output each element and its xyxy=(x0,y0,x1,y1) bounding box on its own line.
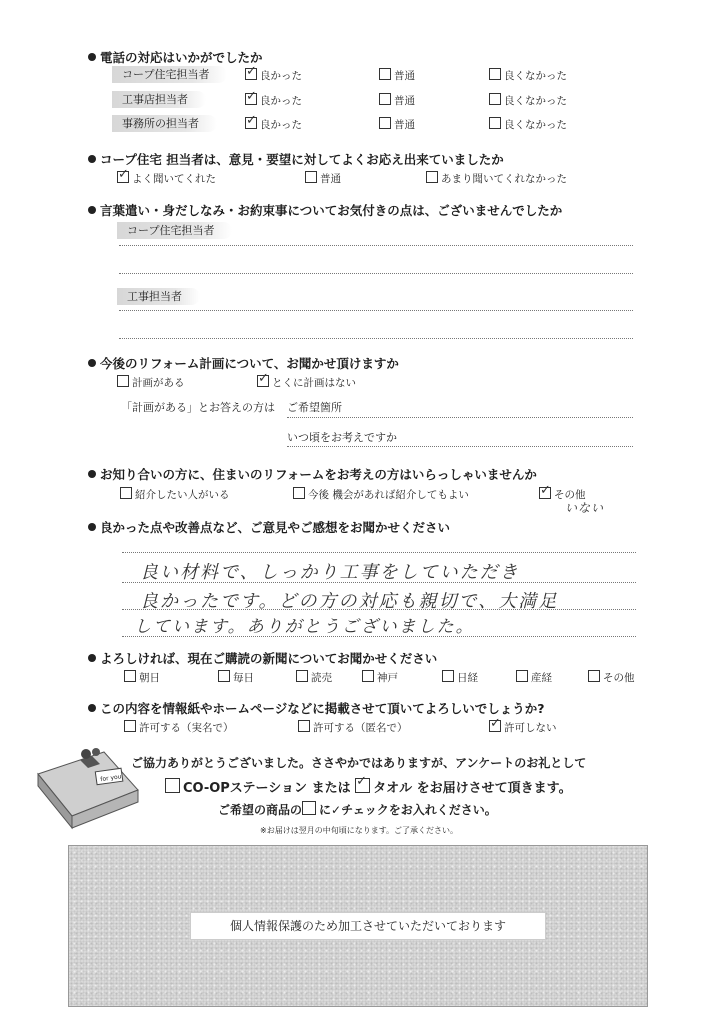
checkbox-icon[interactable] xyxy=(379,117,391,129)
q6-handwritten-line3: しています。ありがとうございました。 xyxy=(134,617,475,637)
footer-line3a: ご希望の商品の xyxy=(218,803,303,817)
q1-row3-label: 事務所の担当者 xyxy=(112,115,217,132)
q3-label-koji: 工事担当者 xyxy=(117,288,200,305)
opt-label: 神戸 xyxy=(377,672,398,684)
q5-opt2[interactable] xyxy=(293,487,469,502)
q8-title-text: この内容を情報紙やホームページなどに掲載させて頂いてよろしいでしょうか? xyxy=(100,701,545,716)
opt-label: 良くなかった xyxy=(504,95,567,107)
q7-opt5[interactable] xyxy=(442,670,478,685)
q3-title xyxy=(88,201,562,219)
checkbox-icon[interactable] xyxy=(379,68,391,80)
bullet-icon xyxy=(88,53,96,61)
q8-opt1[interactable] xyxy=(124,720,234,735)
opt-label: 産経 xyxy=(531,672,552,684)
q1-row2-opt2[interactable] xyxy=(379,93,415,108)
opt-label: よく聞いてくれた xyxy=(132,173,216,185)
footer-line3c: ✓チェックをお入れください。 xyxy=(331,803,497,817)
checkbox-icon[interactable] xyxy=(296,670,308,682)
opt-label: とくに計画はない xyxy=(272,377,356,389)
q1-row2-opt3[interactable] xyxy=(489,93,567,108)
q6-handwritten-line2: 良かったです。どの方の対応も親切で、大満足 xyxy=(140,591,559,612)
q4-sub-label: 「計画がある」とお答えの方は xyxy=(121,401,275,414)
q7-title xyxy=(88,649,437,667)
q3-line xyxy=(119,273,633,274)
q7-opt7[interactable] xyxy=(588,670,635,685)
checkbox-icon[interactable] xyxy=(117,375,129,387)
checkbox-icon[interactable] xyxy=(489,68,501,80)
q4-sub2: いつ頃をお考えですか xyxy=(287,431,397,444)
q1-row1-label: コープ住宅担当者 xyxy=(112,66,227,83)
opt-label: 許可する（実名で） xyxy=(139,722,234,734)
gift-tag-text: for you xyxy=(99,773,122,784)
checkbox-icon[interactable] xyxy=(218,670,230,682)
checkbox-icon[interactable] xyxy=(379,93,391,105)
q5-title xyxy=(88,465,537,483)
q1-row1-opt2[interactable] xyxy=(379,68,415,83)
opt-label: 許可する（匿名で） xyxy=(313,722,408,734)
opt-label: 普通 xyxy=(320,173,341,185)
bullet-icon xyxy=(88,523,96,531)
footer-line1: ご協力ありがとうございました。ささやかではありますが、アンケートのお礼として xyxy=(131,756,587,770)
opt-label: その他 xyxy=(603,672,635,684)
checkbox-icon[interactable] xyxy=(516,670,528,682)
q8-opt2[interactable] xyxy=(298,720,408,735)
checkbox-checked-icon[interactable] xyxy=(489,720,501,732)
checkbox-checked-icon[interactable] xyxy=(257,375,269,387)
q3-title-text: 言葉遣い・身だしなみ・お約束事についてお気付きの点は、ございませんでしたか xyxy=(100,203,563,218)
checkbox-icon[interactable] xyxy=(426,171,438,183)
opt-coop-station: CO-OPステーション xyxy=(183,781,308,796)
checkbox-checked-icon[interactable] xyxy=(245,93,257,105)
q5-opt1[interactable] xyxy=(120,487,230,502)
q7-opt4[interactable] xyxy=(362,670,398,685)
footer-tail: をお届けさせて頂きます。 xyxy=(416,781,572,796)
q5-handwritten: いない xyxy=(565,501,605,515)
checkbox-icon[interactable] xyxy=(124,720,136,732)
privacy-notice: 個人情報保護のため加工させていただいております xyxy=(190,912,546,940)
opt-label: 今後 機会があれば紹介してもよい xyxy=(308,489,469,501)
bullet-icon xyxy=(88,470,96,478)
q1-title-text: 電話の対応はいかがでしたか xyxy=(100,50,263,65)
checkbox-checked-icon[interactable] xyxy=(539,487,551,499)
q4-title-text: 今後のリフォーム計画について、お聞かせ頂けますか xyxy=(100,356,399,371)
checkbox-checked-icon[interactable] xyxy=(245,68,257,80)
opt-label: 普通 xyxy=(394,119,415,131)
bullet-icon xyxy=(88,359,96,367)
q7-opt2[interactable] xyxy=(218,670,254,685)
opt-label: 良くなかった xyxy=(504,70,567,82)
checkbox-icon[interactable] xyxy=(489,93,501,105)
checkbox-icon[interactable] xyxy=(588,670,600,682)
opt-label: 良くなかった xyxy=(504,119,567,131)
opt-label: 許可しない xyxy=(504,722,557,734)
checkbox-icon[interactable] xyxy=(293,487,305,499)
q2-title xyxy=(88,150,504,168)
q7-opt1[interactable] xyxy=(124,670,160,685)
sample-checkbox-icon xyxy=(302,801,316,815)
q2-title-text: コープ住宅 担当者は、意見・要望に対してよくお応え出来ていましたか xyxy=(100,152,504,167)
bullet-icon xyxy=(88,654,96,662)
q7-opt6[interactable] xyxy=(516,670,552,685)
q6-title xyxy=(88,518,450,536)
gift-book-icon xyxy=(34,744,144,834)
q3-line xyxy=(119,245,633,246)
q8-title xyxy=(88,699,545,717)
footer-mid: または xyxy=(311,781,351,796)
q2-opt2[interactable] xyxy=(305,171,341,186)
checkbox-icon[interactable] xyxy=(298,720,310,732)
q1-row1-opt1[interactable] xyxy=(245,68,302,83)
q4-opt1[interactable] xyxy=(117,375,185,390)
coop-station-checkbox[interactable] xyxy=(165,778,180,793)
q6-title-text: 良かった点や改善点など、ご意見やご感想をお聞かせください xyxy=(100,520,451,535)
q6-handwritten-line1: 良い材料で、しっかり工事をしていただき xyxy=(140,562,520,583)
q1-row2-label: 工事店担当者 xyxy=(112,91,206,108)
opt-label: 良かった xyxy=(260,95,302,107)
q4-title xyxy=(88,354,399,372)
checkbox-icon[interactable] xyxy=(124,670,136,682)
opt-label: 良かった xyxy=(260,70,302,82)
q1-row2-opt1[interactable] xyxy=(245,93,302,108)
opt-label: 読売 xyxy=(311,672,332,684)
q1-row3-opt2[interactable] xyxy=(379,117,415,132)
opt-label: 紹介したい人がいる xyxy=(135,489,230,501)
q6-line xyxy=(122,552,636,553)
checkbox-checked-icon[interactable] xyxy=(117,171,129,183)
q1-row3-opt1[interactable] xyxy=(245,117,302,132)
checkbox-icon[interactable] xyxy=(305,171,317,183)
towel-checkbox[interactable] xyxy=(355,778,370,793)
checkbox-icon[interactable] xyxy=(489,117,501,129)
opt-label: 朝日 xyxy=(139,672,160,684)
q4-sub1-line xyxy=(287,417,633,418)
q7-opt3[interactable] xyxy=(296,670,332,685)
checkbox-checked-icon[interactable] xyxy=(245,117,257,129)
footer-line3 xyxy=(218,801,497,818)
q1-row1-opt3[interactable] xyxy=(489,68,567,83)
checkbox-icon[interactable] xyxy=(120,487,132,499)
checkbox-icon[interactable] xyxy=(442,670,454,682)
bullet-icon xyxy=(88,704,96,712)
bullet-icon xyxy=(88,155,96,163)
q1-row3-opt3[interactable] xyxy=(489,117,567,132)
q3-line xyxy=(119,338,633,339)
q2-opt1[interactable] xyxy=(117,171,216,186)
q8-opt3[interactable] xyxy=(489,720,557,735)
bullet-icon xyxy=(88,206,96,214)
q4-sub1: ご希望箇所 xyxy=(287,401,342,414)
footer-line3b: に xyxy=(319,803,332,817)
q4-sub2-line xyxy=(287,446,633,447)
opt-label: あまり聞いてくれなかった xyxy=(441,173,567,185)
opt-label: 日経 xyxy=(457,672,478,684)
opt-label: 計画がある xyxy=(132,377,185,389)
q7-title-text: よろしければ、現在ご購読の新聞についてお聞かせください xyxy=(100,651,438,666)
opt-label: 普通 xyxy=(394,70,415,82)
q4-opt2[interactable] xyxy=(257,375,356,390)
opt-label: 良かった xyxy=(260,119,302,131)
footer-line2 xyxy=(165,777,572,796)
footer-note: ※お届けは翌月の中旬頃になります。ご了承ください。 xyxy=(260,826,459,835)
opt-label: その他 xyxy=(554,489,586,501)
opt-towel: タオル xyxy=(373,781,413,796)
q1-title xyxy=(88,48,263,66)
opt-label: 毎日 xyxy=(233,672,254,684)
q3-label-coop: コープ住宅担当者 xyxy=(117,222,232,239)
q3-line xyxy=(119,310,633,311)
q2-opt3[interactable] xyxy=(426,171,567,186)
opt-label: 普通 xyxy=(394,95,415,107)
q5-title-text: お知り合いの方に、住まいのリフォームをお考えの方はいらっしゃいませんか xyxy=(100,467,537,482)
checkbox-icon[interactable] xyxy=(362,670,374,682)
